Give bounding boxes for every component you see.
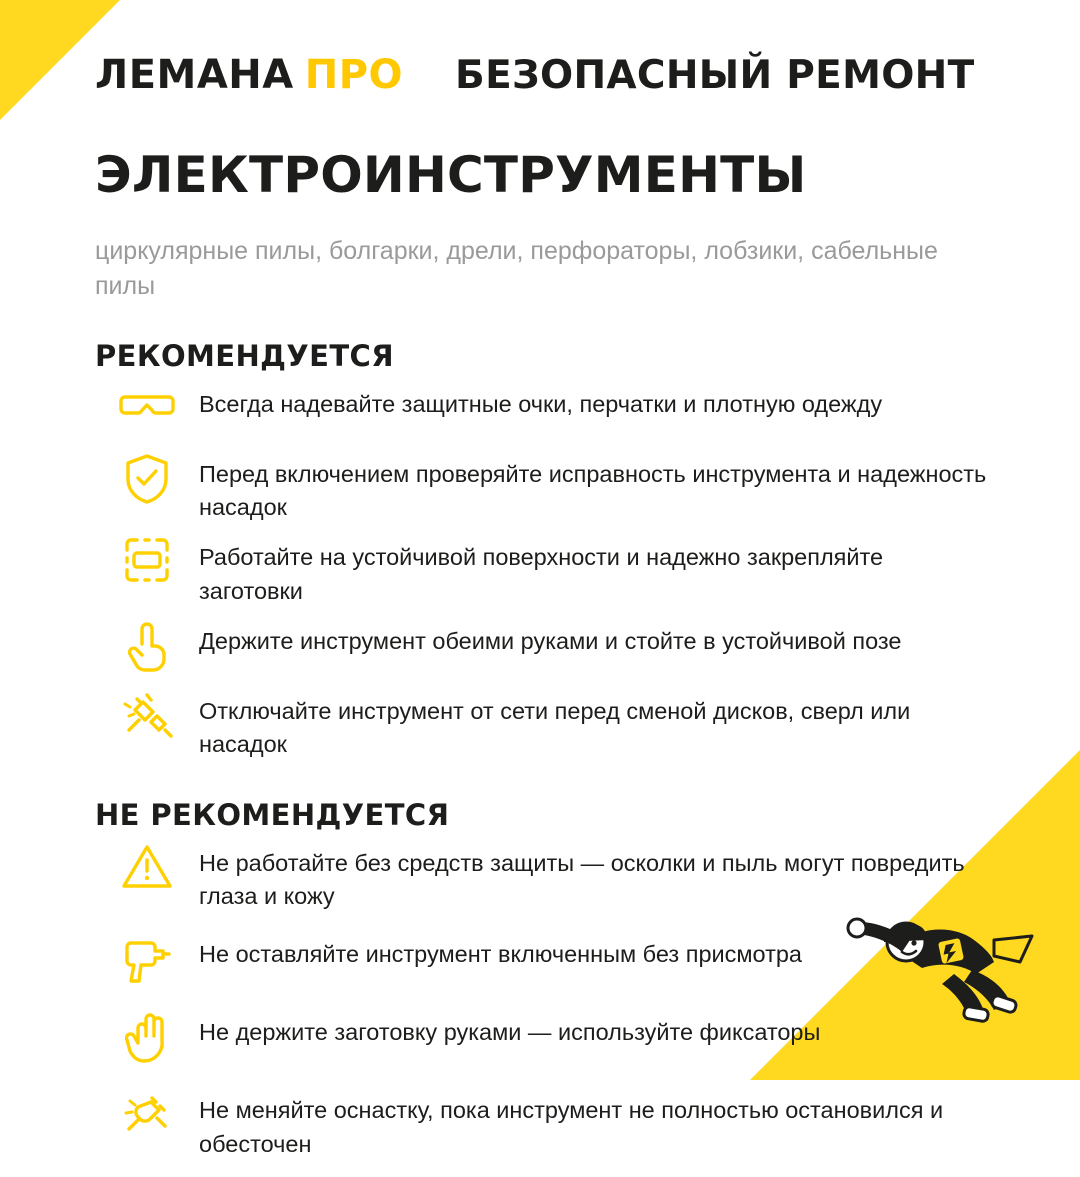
list-item-text: Перед включением проверяйте исправность инструмента и надежность насадок (199, 460, 987, 520)
page-subtitle: циркулярные пилы, болгарки, дрели, перфораторы, лобзики, сабельные пилы (95, 236, 938, 300)
list-item-text: Держите инструмент обеими руками и стойте в устойчивой позе (199, 627, 902, 654)
campaign-title: БЕЗОПАСНЫЙ РЕМОНТ (455, 52, 975, 98)
page-title: ЭЛЕКТРОИНСТРУМЕНТЫ (95, 146, 807, 204)
section-heading-recommended: РЕКОМЕНДУЕТСЯ (95, 338, 394, 373)
list-item-text: Всегда надевайте защитные очки, перчатки и плотную одежду (199, 390, 883, 417)
list-item-text: Отключайте инструмент от сети перед сменой дисков, сверл или насадок (199, 697, 911, 758)
logo-text-accent: ПРО (304, 52, 404, 98)
brand-logo (95, 52, 403, 98)
header (95, 38, 990, 112)
list-item (95, 379, 990, 441)
list-item-text: Не держите заготовку руками — используйте фиксаторы (199, 1019, 821, 1046)
open-hand-icon (95, 1007, 199, 1063)
flying-worker-mascot-icon (844, 878, 1034, 1028)
warning-triangle-icon (95, 838, 199, 890)
list-item (95, 616, 990, 678)
safety-goggles-icon (95, 379, 199, 427)
logo-text-primary: ЛЕМАНА (95, 52, 294, 98)
section-heading-not-recommended: НЕ РЕКОМЕНДУЕТСЯ (95, 797, 450, 832)
plug-disconnect-icon (95, 1085, 199, 1139)
list-item (95, 449, 990, 525)
pointing-hand-icon (95, 616, 199, 672)
list-item-text: Не работайте без средств защиты — осколки и пыль могут повредить глаза и кожу (199, 849, 965, 910)
list-item-text: Не меняйте оснастку, пока инструмент не полностью остановился и обесточен (199, 1097, 944, 1157)
drill-icon (95, 929, 199, 983)
list-item-text: Работайте на устойчивой поверхности и надежно закрепляйте заготовки (199, 544, 884, 604)
list-item (95, 686, 990, 762)
list-item (95, 1085, 990, 1161)
clamp-frame-icon (95, 532, 199, 584)
shield-check-icon (95, 449, 199, 505)
recommended-list (95, 379, 990, 770)
list-item-text: Не оставляйте инструмент включенным без присмотра (199, 941, 803, 968)
list-item (95, 532, 990, 608)
unplug-icon (95, 686, 199, 740)
